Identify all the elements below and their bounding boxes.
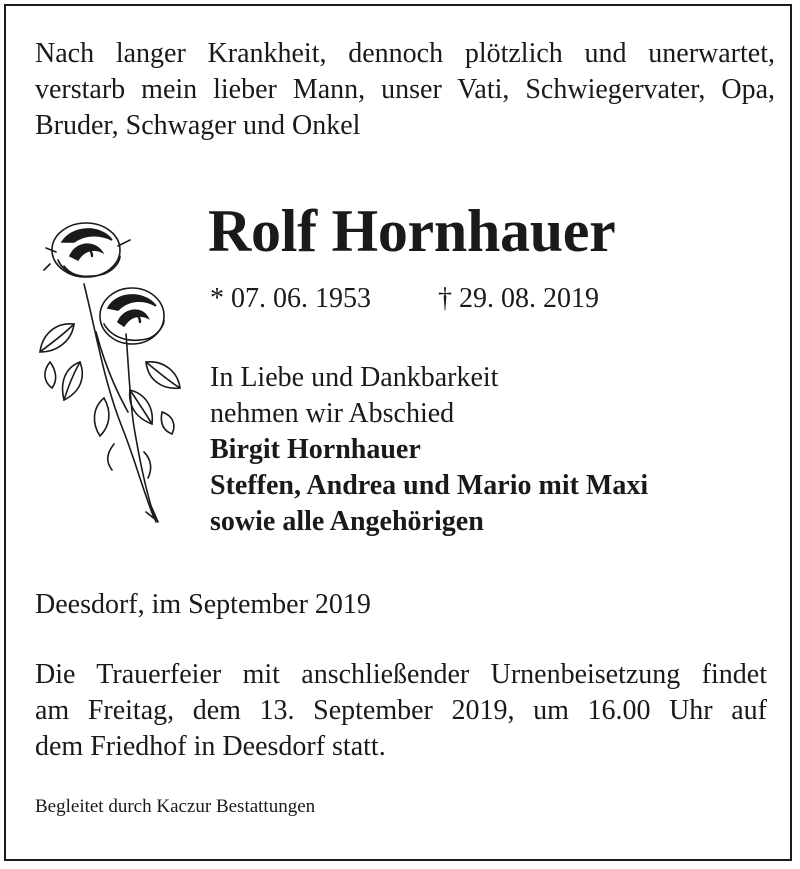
intro-text bbox=[35, 36, 775, 144]
mourners-block bbox=[210, 360, 648, 540]
mourner-name-3: sowie alle Angehörigen bbox=[210, 506, 484, 537]
birth-date: * 07. 06. 1953 bbox=[210, 283, 371, 314]
funeral-line-3: dem Friedhof in Deesdorf statt. bbox=[35, 731, 386, 762]
death-date: † 29. 08. 2019 bbox=[438, 283, 599, 314]
intro-line-3: Bruder, Schwager und Onkel bbox=[35, 110, 361, 141]
mourner-name-2: Steffen, Andrea und Mario mit Maxi bbox=[210, 470, 649, 501]
undertaker-note: Begleitet durch Kaczur Bestattungen bbox=[35, 796, 316, 817]
funeral-info bbox=[35, 657, 767, 765]
funeral-line-1: Die Trauerfeier mit anschließender Urnenbeisetzung findet bbox=[35, 659, 767, 690]
mourners-line-1: In Liebe und Dankbarkeit bbox=[210, 362, 499, 393]
place-date: Deesdorf, im September 2019 bbox=[35, 589, 371, 620]
mourners-line-2: nehmen wir Abschied bbox=[210, 398, 455, 429]
mourner-name-1: Birgit Hornhauer bbox=[210, 434, 421, 465]
deceased-name: Rolf Hornhauer bbox=[208, 198, 616, 264]
roses-icon bbox=[34, 212, 182, 530]
intro-line-1: Nach langer Krankheit, dennoch plötzlich und unerwartet, bbox=[35, 38, 775, 69]
intro-line-2: verstarb mein lieber Mann, unser Vati, Schwiegervater, Opa, bbox=[35, 74, 775, 105]
funeral-line-2: am Freitag, dem 13. September 2019, um 16.00 Uhr auf bbox=[35, 695, 767, 726]
